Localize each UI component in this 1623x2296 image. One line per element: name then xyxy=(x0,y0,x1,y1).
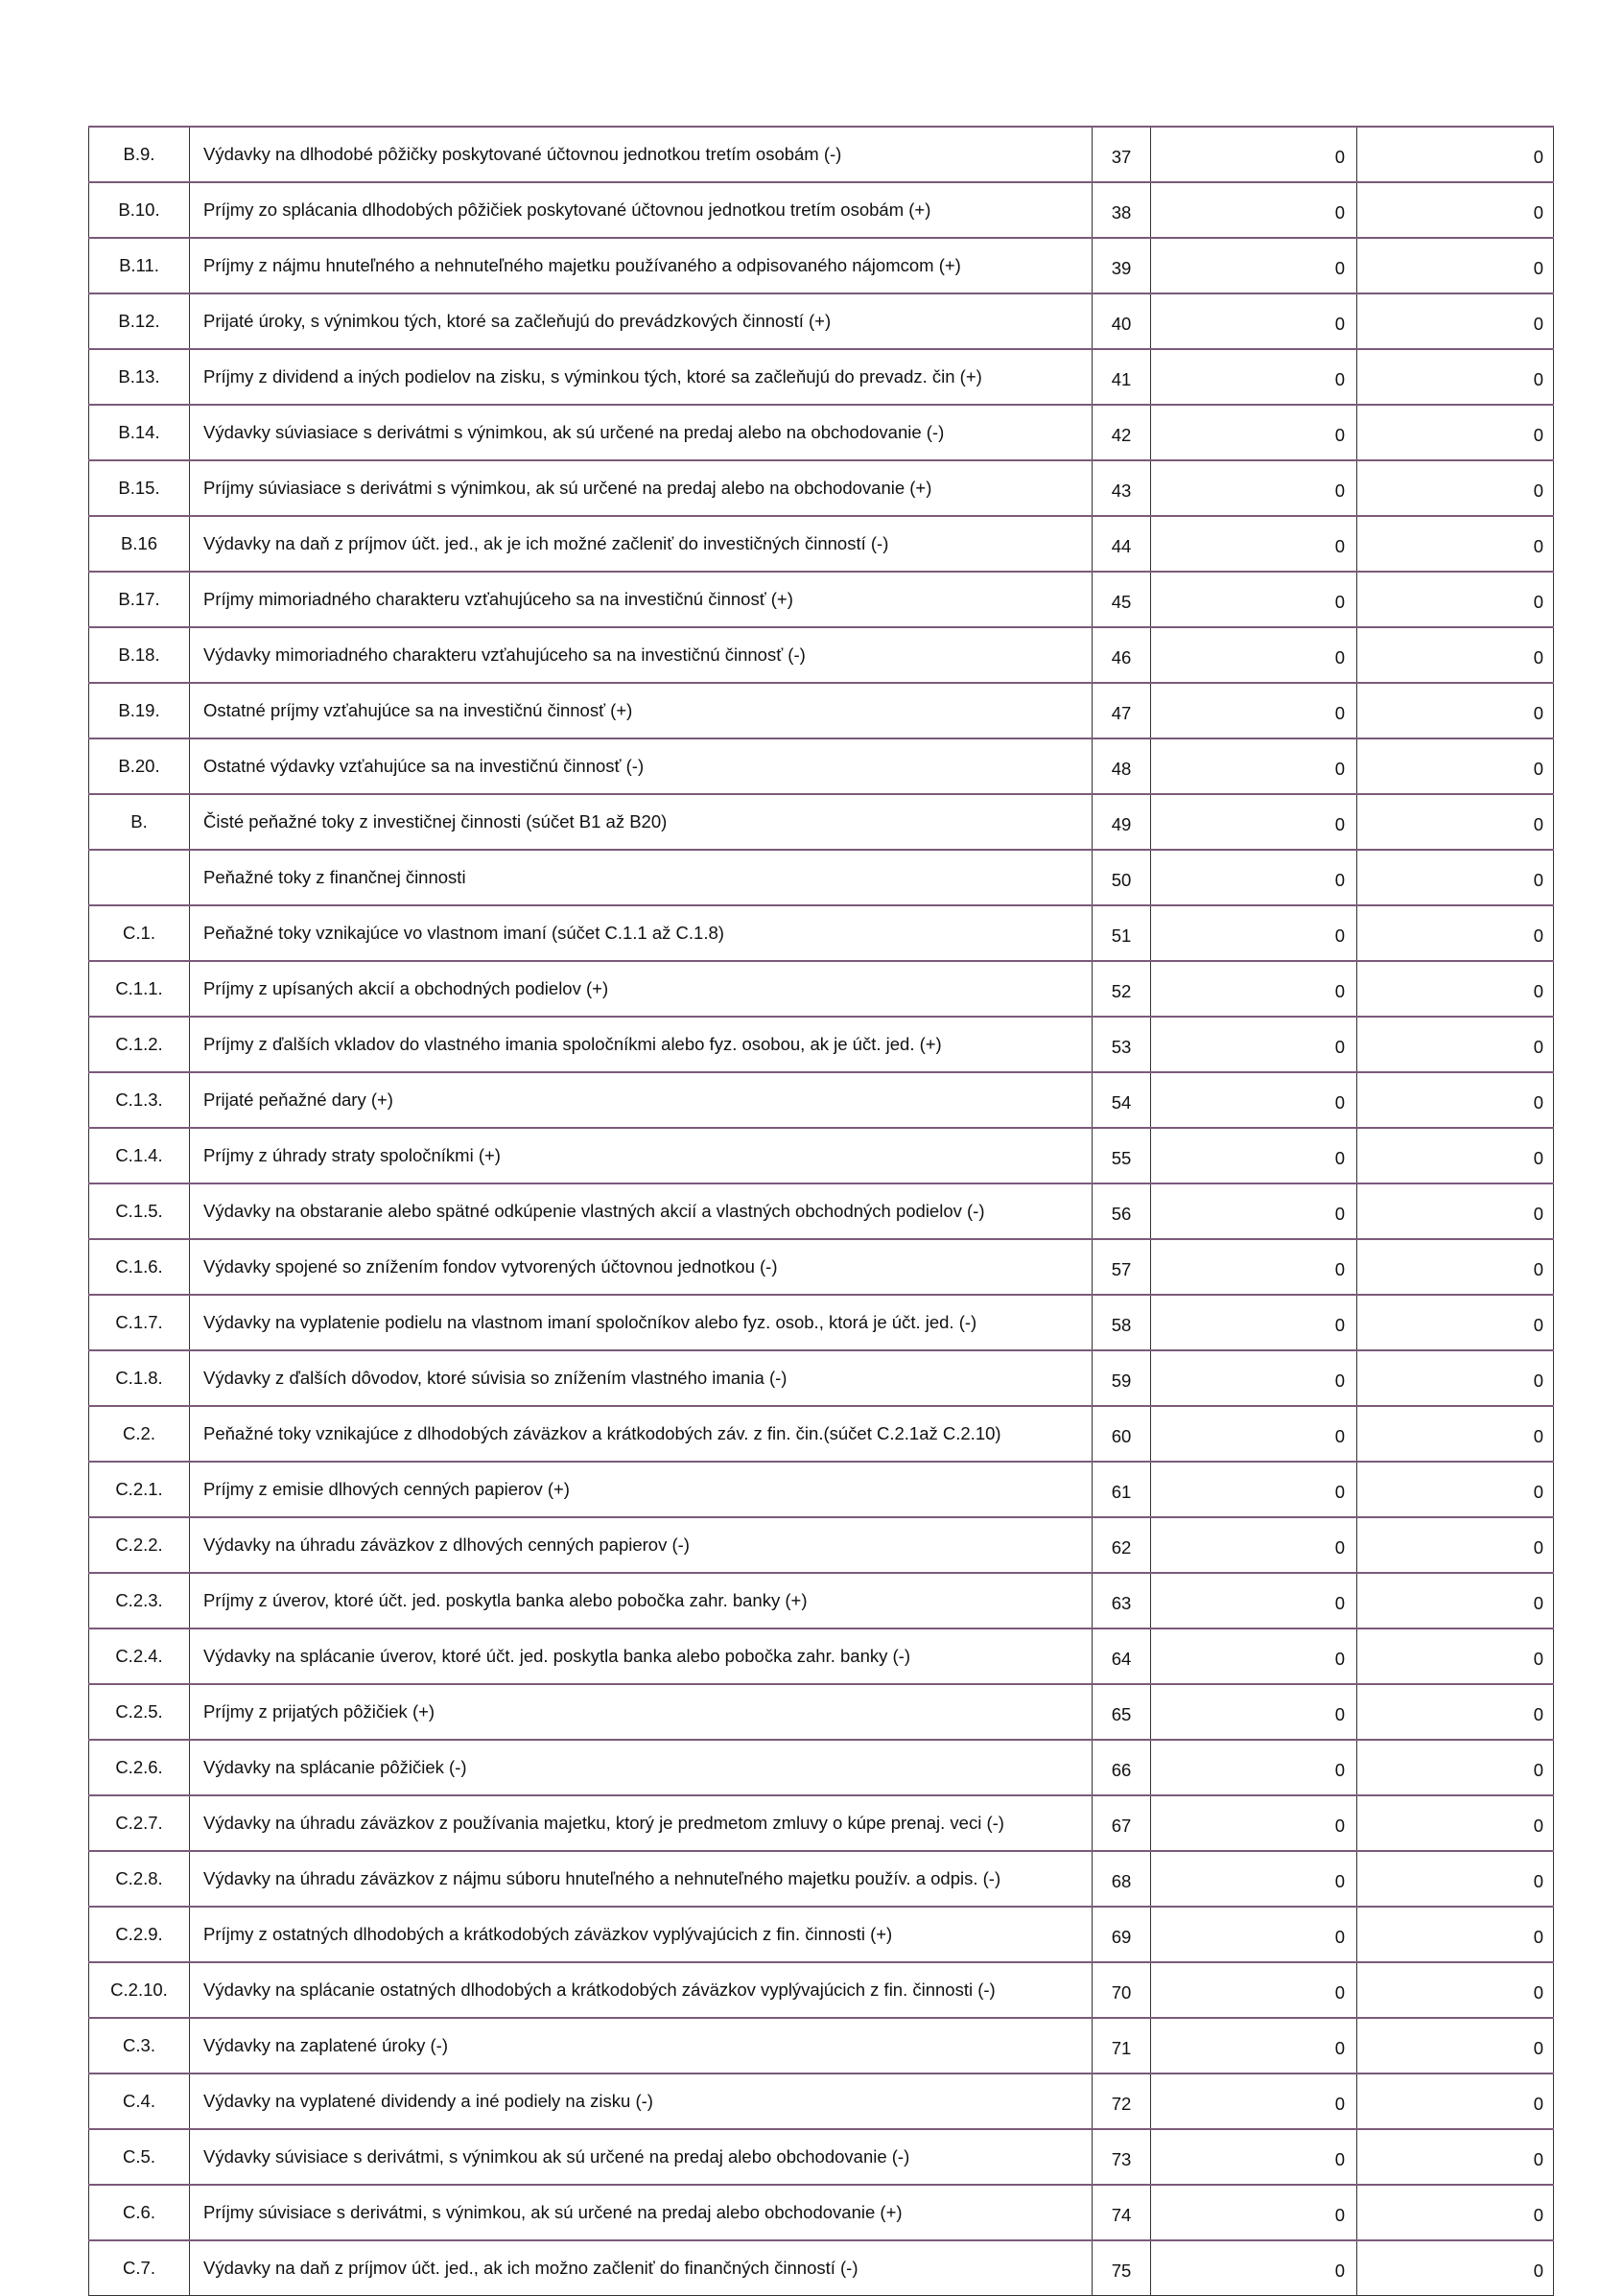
row-code: B.16 xyxy=(89,516,190,572)
row-code: C.1.5. xyxy=(89,1183,190,1239)
current-period-value: 0 xyxy=(1151,293,1357,349)
row-label: Výdavky spojené so znížením fondov vytvorených účtovnou jednotkou (-) xyxy=(190,1239,1093,1295)
row-label: Príjmy súviasiace s derivátmi s výnimkou, ak sú určené na predaj alebo na obchodovanie (+) xyxy=(190,460,1093,516)
row-label: Príjmy z prijatých pôžičiek (+) xyxy=(190,1684,1093,1740)
row-line-number: 63 xyxy=(1093,1573,1151,1628)
row-label: Výdavky na úhradu záväzkov z dlhových cenných papierov (-) xyxy=(190,1517,1093,1573)
current-period-value: 0 xyxy=(1151,1851,1357,1907)
row-label: Výdavky na daň z príjmov účt. jed., ak je ich možné začleniť do investičných činností (-) xyxy=(190,516,1093,572)
table-row xyxy=(89,1017,1554,1072)
row-line-number: 71 xyxy=(1093,2018,1151,2073)
table-row xyxy=(89,1962,1554,2018)
row-line-number: 73 xyxy=(1093,2129,1151,2185)
table-row xyxy=(89,1907,1554,1962)
previous-period-value: 0 xyxy=(1357,572,1554,627)
row-line-number: 70 xyxy=(1093,1962,1151,2018)
current-period-value: 0 xyxy=(1151,349,1357,405)
row-code: C.2.4. xyxy=(89,1628,190,1684)
row-line-number: 52 xyxy=(1093,961,1151,1017)
row-label: Výdavky na vyplatenie podielu na vlastnom imaní spoločníkov alebo fyz. osob., ktorá je účt. jed. (-) xyxy=(190,1295,1093,1350)
table-row xyxy=(89,349,1554,405)
current-period-value: 0 xyxy=(1151,516,1357,572)
row-code: C.4. xyxy=(89,2073,190,2129)
row-line-number: 41 xyxy=(1093,349,1151,405)
row-code: B.12. xyxy=(89,293,190,349)
table-row xyxy=(89,905,1554,961)
current-period-value: 0 xyxy=(1151,1295,1357,1350)
table-row xyxy=(89,2018,1554,2073)
previous-period-value: 0 xyxy=(1357,738,1554,794)
table-row xyxy=(89,1072,1554,1128)
row-code xyxy=(89,850,190,905)
row-line-number: 38 xyxy=(1093,182,1151,238)
row-label: Prijaté peňažné dary (+) xyxy=(190,1072,1093,1128)
row-code: C.1.8. xyxy=(89,1350,190,1406)
previous-period-value: 0 xyxy=(1357,182,1554,238)
row-code: C.1.3. xyxy=(89,1072,190,1128)
row-line-number: 45 xyxy=(1093,572,1151,627)
table-row xyxy=(89,850,1554,905)
current-period-value: 0 xyxy=(1151,627,1357,683)
row-line-number: 54 xyxy=(1093,1072,1151,1128)
table-row xyxy=(89,1573,1554,1628)
table-row xyxy=(89,516,1554,572)
row-code: B.20. xyxy=(89,738,190,794)
previous-period-value: 0 xyxy=(1357,1740,1554,1795)
row-line-number: 64 xyxy=(1093,1628,1151,1684)
row-code: C.7. xyxy=(89,2240,190,2296)
previous-period-value: 0 xyxy=(1357,905,1554,961)
current-period-value: 0 xyxy=(1151,2240,1357,2296)
row-line-number: 75 xyxy=(1093,2240,1151,2296)
row-label: Príjmy z emisie dlhových cenných papierov (+) xyxy=(190,1462,1093,1517)
current-period-value: 0 xyxy=(1151,1628,1357,1684)
previous-period-value: 0 xyxy=(1357,1128,1554,1183)
previous-period-value: 0 xyxy=(1357,683,1554,738)
row-code: B.9. xyxy=(89,127,190,182)
table-row xyxy=(89,1851,1554,1907)
row-line-number: 44 xyxy=(1093,516,1151,572)
row-code: C.2.10. xyxy=(89,1962,190,2018)
row-line-number: 68 xyxy=(1093,1851,1151,1907)
row-label: Príjmy zo splácania dlhodobých pôžičiek poskytované účtovnou jednotkou tretím osobám (+) xyxy=(190,182,1093,238)
row-label: Výdavky na splácanie pôžičiek (-) xyxy=(190,1740,1093,1795)
table-row xyxy=(89,405,1554,460)
previous-period-value: 0 xyxy=(1357,1462,1554,1517)
table-row xyxy=(89,2240,1554,2296)
row-label: Príjmy z nájmu hnuteľného a nehnuteľného majetku používaného a odpisovaného nájomcom (+) xyxy=(190,238,1093,293)
row-label: Príjmy z úverov, ktoré účt. jed. poskytla banka alebo pobočka zahr. banky (+) xyxy=(190,1573,1093,1628)
previous-period-value: 0 xyxy=(1357,1851,1554,1907)
table-row xyxy=(89,1517,1554,1573)
current-period-value: 0 xyxy=(1151,238,1357,293)
row-code: C.1.4. xyxy=(89,1128,190,1183)
row-line-number: 55 xyxy=(1093,1128,1151,1183)
table-row xyxy=(89,1295,1554,1350)
row-label: Výdavky na úhradu záväzkov z používania majetku, ktorý je predmetom zmluvy o kúpe prenaj. veci (-) xyxy=(190,1795,1093,1851)
table-row xyxy=(89,1128,1554,1183)
row-code: C.2.6. xyxy=(89,1740,190,1795)
row-label: Výdavky na splácanie ostatných dlhodobých a krátkodobých záväzkov vyplývajúcich z fin. činnosti (-) xyxy=(190,1962,1093,2018)
row-label: Príjmy z upísaných akcií a obchodných podielov (+) xyxy=(190,961,1093,1017)
current-period-value: 0 xyxy=(1151,1517,1357,1573)
current-period-value: 0 xyxy=(1151,683,1357,738)
row-line-number: 53 xyxy=(1093,1017,1151,1072)
current-period-value: 0 xyxy=(1151,1183,1357,1239)
row-label: Peňažné toky vznikajúce vo vlastnom imaní (súčet C.1.1 až C.1.8) xyxy=(190,905,1093,961)
row-label: Príjmy z ďalších vkladov do vlastného imania spoločníkmi alebo fyz. osobou, ak je účt. jed. (+) xyxy=(190,1017,1093,1072)
row-line-number: 46 xyxy=(1093,627,1151,683)
row-line-number: 62 xyxy=(1093,1517,1151,1573)
row-code: C.2. xyxy=(89,1406,190,1462)
row-label: Prijaté úroky, s výnimkou tých, ktoré sa začleňujú do prevádzkových činností (+) xyxy=(190,293,1093,349)
previous-period-value: 0 xyxy=(1357,1183,1554,1239)
previous-period-value: 0 xyxy=(1357,405,1554,460)
row-code: C.2.2. xyxy=(89,1517,190,1573)
row-line-number: 39 xyxy=(1093,238,1151,293)
row-code: B.19. xyxy=(89,683,190,738)
table-row xyxy=(89,738,1554,794)
table-row xyxy=(89,2073,1554,2129)
row-code: C.2.3. xyxy=(89,1573,190,1628)
table-row xyxy=(89,238,1554,293)
row-code: B.13. xyxy=(89,349,190,405)
current-period-value: 0 xyxy=(1151,1962,1357,2018)
row-label: Výdavky súviasiace s derivátmi s výnimkou, ak sú určené na predaj alebo na obchodovanie (-) xyxy=(190,405,1093,460)
table-row xyxy=(89,1684,1554,1740)
current-period-value: 0 xyxy=(1151,1462,1357,1517)
table-row xyxy=(89,794,1554,850)
row-label: Peňažné toky z finančnej činnosti xyxy=(190,850,1093,905)
row-line-number: 57 xyxy=(1093,1239,1151,1295)
row-label: Výdavky na daň z príjmov účt. jed., ak ich možno začleniť do finančných činností (-) xyxy=(190,2240,1093,2296)
row-code: C.2.8. xyxy=(89,1851,190,1907)
row-line-number: 69 xyxy=(1093,1907,1151,1962)
current-period-value: 0 xyxy=(1151,127,1357,182)
current-period-value: 0 xyxy=(1151,182,1357,238)
current-period-value: 0 xyxy=(1151,1795,1357,1851)
table-row xyxy=(89,1183,1554,1239)
previous-period-value: 0 xyxy=(1357,1517,1554,1573)
row-code: B.11. xyxy=(89,238,190,293)
row-code: C.6. xyxy=(89,2185,190,2240)
row-line-number: 37 xyxy=(1093,127,1151,182)
previous-period-value: 0 xyxy=(1357,1795,1554,1851)
row-line-number: 74 xyxy=(1093,2185,1151,2240)
previous-period-value: 0 xyxy=(1357,1406,1554,1462)
row-label: Ostatné príjmy vzťahujúce sa na investičnú činnosť (+) xyxy=(190,683,1093,738)
current-period-value: 0 xyxy=(1151,1406,1357,1462)
table-row xyxy=(89,2129,1554,2185)
previous-period-value: 0 xyxy=(1357,627,1554,683)
row-code: C.1.1. xyxy=(89,961,190,1017)
row-label: Peňažné toky vznikajúce z dlhodobých záväzkov a krátkodobých záv. z fin. čin.(súčet C.2.1až C.2.10) xyxy=(190,1406,1093,1462)
row-label: Čisté peňažné toky z investičnej činnosti (súčet B1 až B20) xyxy=(190,794,1093,850)
row-line-number: 59 xyxy=(1093,1350,1151,1406)
row-code: C.2.5. xyxy=(89,1684,190,1740)
current-period-value: 0 xyxy=(1151,1239,1357,1295)
previous-period-value: 0 xyxy=(1357,1628,1554,1684)
row-label: Výdavky súvisiace s derivátmi, s výnimkou ak sú určené na predaj alebo obchodovanie (-) xyxy=(190,2129,1093,2185)
previous-period-value: 0 xyxy=(1357,1350,1554,1406)
current-period-value: 0 xyxy=(1151,460,1357,516)
row-line-number: 42 xyxy=(1093,405,1151,460)
current-period-value: 0 xyxy=(1151,1573,1357,1628)
row-line-number: 67 xyxy=(1093,1795,1151,1851)
current-period-value: 0 xyxy=(1151,1072,1357,1128)
previous-period-value: 0 xyxy=(1357,2018,1554,2073)
row-code: C.1.6. xyxy=(89,1239,190,1295)
previous-period-value: 0 xyxy=(1357,2185,1554,2240)
previous-period-value: 0 xyxy=(1357,961,1554,1017)
previous-period-value: 0 xyxy=(1357,460,1554,516)
current-period-value: 0 xyxy=(1151,905,1357,961)
previous-period-value: 0 xyxy=(1357,2073,1554,2129)
row-label: Výdavky na dlhodobé pôžičky poskytované účtovnou jednotkou tretím osobám (-) xyxy=(190,127,1093,182)
row-code: C.1.7. xyxy=(89,1295,190,1350)
row-label: Príjmy z dividend a iných podielov na zisku, s výminkou tých, ktoré sa začleňujú do prevadz. čin (+) xyxy=(190,349,1093,405)
current-period-value: 0 xyxy=(1151,572,1357,627)
previous-period-value: 0 xyxy=(1357,2129,1554,2185)
current-period-value: 0 xyxy=(1151,1907,1357,1962)
previous-period-value: 0 xyxy=(1357,794,1554,850)
current-period-value: 0 xyxy=(1151,2018,1357,2073)
previous-period-value: 0 xyxy=(1357,850,1554,905)
row-line-number: 51 xyxy=(1093,905,1151,961)
previous-period-value: 0 xyxy=(1357,127,1554,182)
row-code: B.10. xyxy=(89,182,190,238)
row-code: C.3. xyxy=(89,2018,190,2073)
current-period-value: 0 xyxy=(1151,794,1357,850)
table-row xyxy=(89,961,1554,1017)
current-period-value: 0 xyxy=(1151,1017,1357,1072)
row-code: B.15. xyxy=(89,460,190,516)
row-label: Príjmy z úhrady straty spoločníkmi (+) xyxy=(190,1128,1093,1183)
previous-period-value: 0 xyxy=(1357,1239,1554,1295)
current-period-value: 0 xyxy=(1151,2073,1357,2129)
row-line-number: 56 xyxy=(1093,1183,1151,1239)
row-code: B.17. xyxy=(89,572,190,627)
table-row xyxy=(89,1350,1554,1406)
previous-period-value: 0 xyxy=(1357,238,1554,293)
previous-period-value: 0 xyxy=(1357,1907,1554,1962)
row-line-number: 58 xyxy=(1093,1295,1151,1350)
row-line-number: 48 xyxy=(1093,738,1151,794)
table-row xyxy=(89,1462,1554,1517)
row-code: C.2.1. xyxy=(89,1462,190,1517)
table-row xyxy=(89,1628,1554,1684)
row-code: B. xyxy=(89,794,190,850)
row-code: C.1.2. xyxy=(89,1017,190,1072)
row-code: C.2.9. xyxy=(89,1907,190,1962)
row-label: Výdavky na obstaranie alebo spätné odkúpenie vlastných akcií a vlastných obchodných podielov (-) xyxy=(190,1183,1093,1239)
cash-flow-table xyxy=(88,126,1554,2296)
current-period-value: 0 xyxy=(1151,1740,1357,1795)
row-code: C.1. xyxy=(89,905,190,961)
row-line-number: 43 xyxy=(1093,460,1151,516)
previous-period-value: 0 xyxy=(1357,1573,1554,1628)
current-period-value: 0 xyxy=(1151,2185,1357,2240)
row-label: Výdavky na splácanie úverov, ktoré účt. jed. poskytla banka alebo pobočka zahr. banky (-) xyxy=(190,1628,1093,1684)
table-row xyxy=(89,627,1554,683)
row-line-number: 72 xyxy=(1093,2073,1151,2129)
previous-period-value: 0 xyxy=(1357,349,1554,405)
row-label: Výdavky na zaplatené úroky (-) xyxy=(190,2018,1093,2073)
table-row xyxy=(89,1740,1554,1795)
table-row xyxy=(89,460,1554,516)
current-period-value: 0 xyxy=(1151,961,1357,1017)
row-label: Príjmy z ostatných dlhodobých a krátkodobých záväzkov vyplývajúcich z fin. činnosti (+) xyxy=(190,1907,1093,1962)
table-row xyxy=(89,572,1554,627)
table-row xyxy=(89,2185,1554,2240)
table-row xyxy=(89,683,1554,738)
row-line-number: 66 xyxy=(1093,1740,1151,1795)
row-code: C.5. xyxy=(89,2129,190,2185)
row-code: B.14. xyxy=(89,405,190,460)
current-period-value: 0 xyxy=(1151,2129,1357,2185)
current-period-value: 0 xyxy=(1151,738,1357,794)
table-row xyxy=(89,182,1554,238)
previous-period-value: 0 xyxy=(1357,516,1554,572)
previous-period-value: 0 xyxy=(1357,1295,1554,1350)
table-row xyxy=(89,1795,1554,1851)
previous-period-value: 0 xyxy=(1357,1017,1554,1072)
row-line-number: 49 xyxy=(1093,794,1151,850)
table-row xyxy=(89,1239,1554,1295)
current-period-value: 0 xyxy=(1151,1128,1357,1183)
table-row xyxy=(89,293,1554,349)
row-label: Príjmy súvisiace s derivátmi, s výnimkou, ak sú určené na predaj alebo obchodovanie (+) xyxy=(190,2185,1093,2240)
current-period-value: 0 xyxy=(1151,405,1357,460)
previous-period-value: 0 xyxy=(1357,1962,1554,2018)
current-period-value: 0 xyxy=(1151,1350,1357,1406)
row-line-number: 60 xyxy=(1093,1406,1151,1462)
row-label: Ostatné výdavky vzťahujúce sa na investičnú činnosť (-) xyxy=(190,738,1093,794)
row-line-number: 40 xyxy=(1093,293,1151,349)
row-label: Výdavky mimoriadného charakteru vzťahujúceho sa na investičnú činnosť (-) xyxy=(190,627,1093,683)
table-row xyxy=(89,1406,1554,1462)
current-period-value: 0 xyxy=(1151,1684,1357,1740)
row-label: Príjmy mimoriadného charakteru vzťahujúceho sa na investičnú činnosť (+) xyxy=(190,572,1093,627)
previous-period-value: 0 xyxy=(1357,293,1554,349)
table-row xyxy=(89,127,1554,182)
previous-period-value: 0 xyxy=(1357,2240,1554,2296)
row-label: Výdavky z ďalších dôvodov, ktoré súvisia so znížením vlastného imania (-) xyxy=(190,1350,1093,1406)
row-line-number: 65 xyxy=(1093,1684,1151,1740)
row-label: Výdavky na úhradu záväzkov z nájmu súboru hnuteľného a nehnuteľného majetku použív. a odpis. (-) xyxy=(190,1851,1093,1907)
row-label: Výdavky na vyplatené dividendy a iné podiely na zisku (-) xyxy=(190,2073,1093,2129)
previous-period-value: 0 xyxy=(1357,1684,1554,1740)
row-line-number: 61 xyxy=(1093,1462,1151,1517)
current-period-value: 0 xyxy=(1151,850,1357,905)
previous-period-value: 0 xyxy=(1357,1072,1554,1128)
row-code: C.2.7. xyxy=(89,1795,190,1851)
row-code: B.18. xyxy=(89,627,190,683)
row-line-number: 50 xyxy=(1093,850,1151,905)
row-line-number: 47 xyxy=(1093,683,1151,738)
